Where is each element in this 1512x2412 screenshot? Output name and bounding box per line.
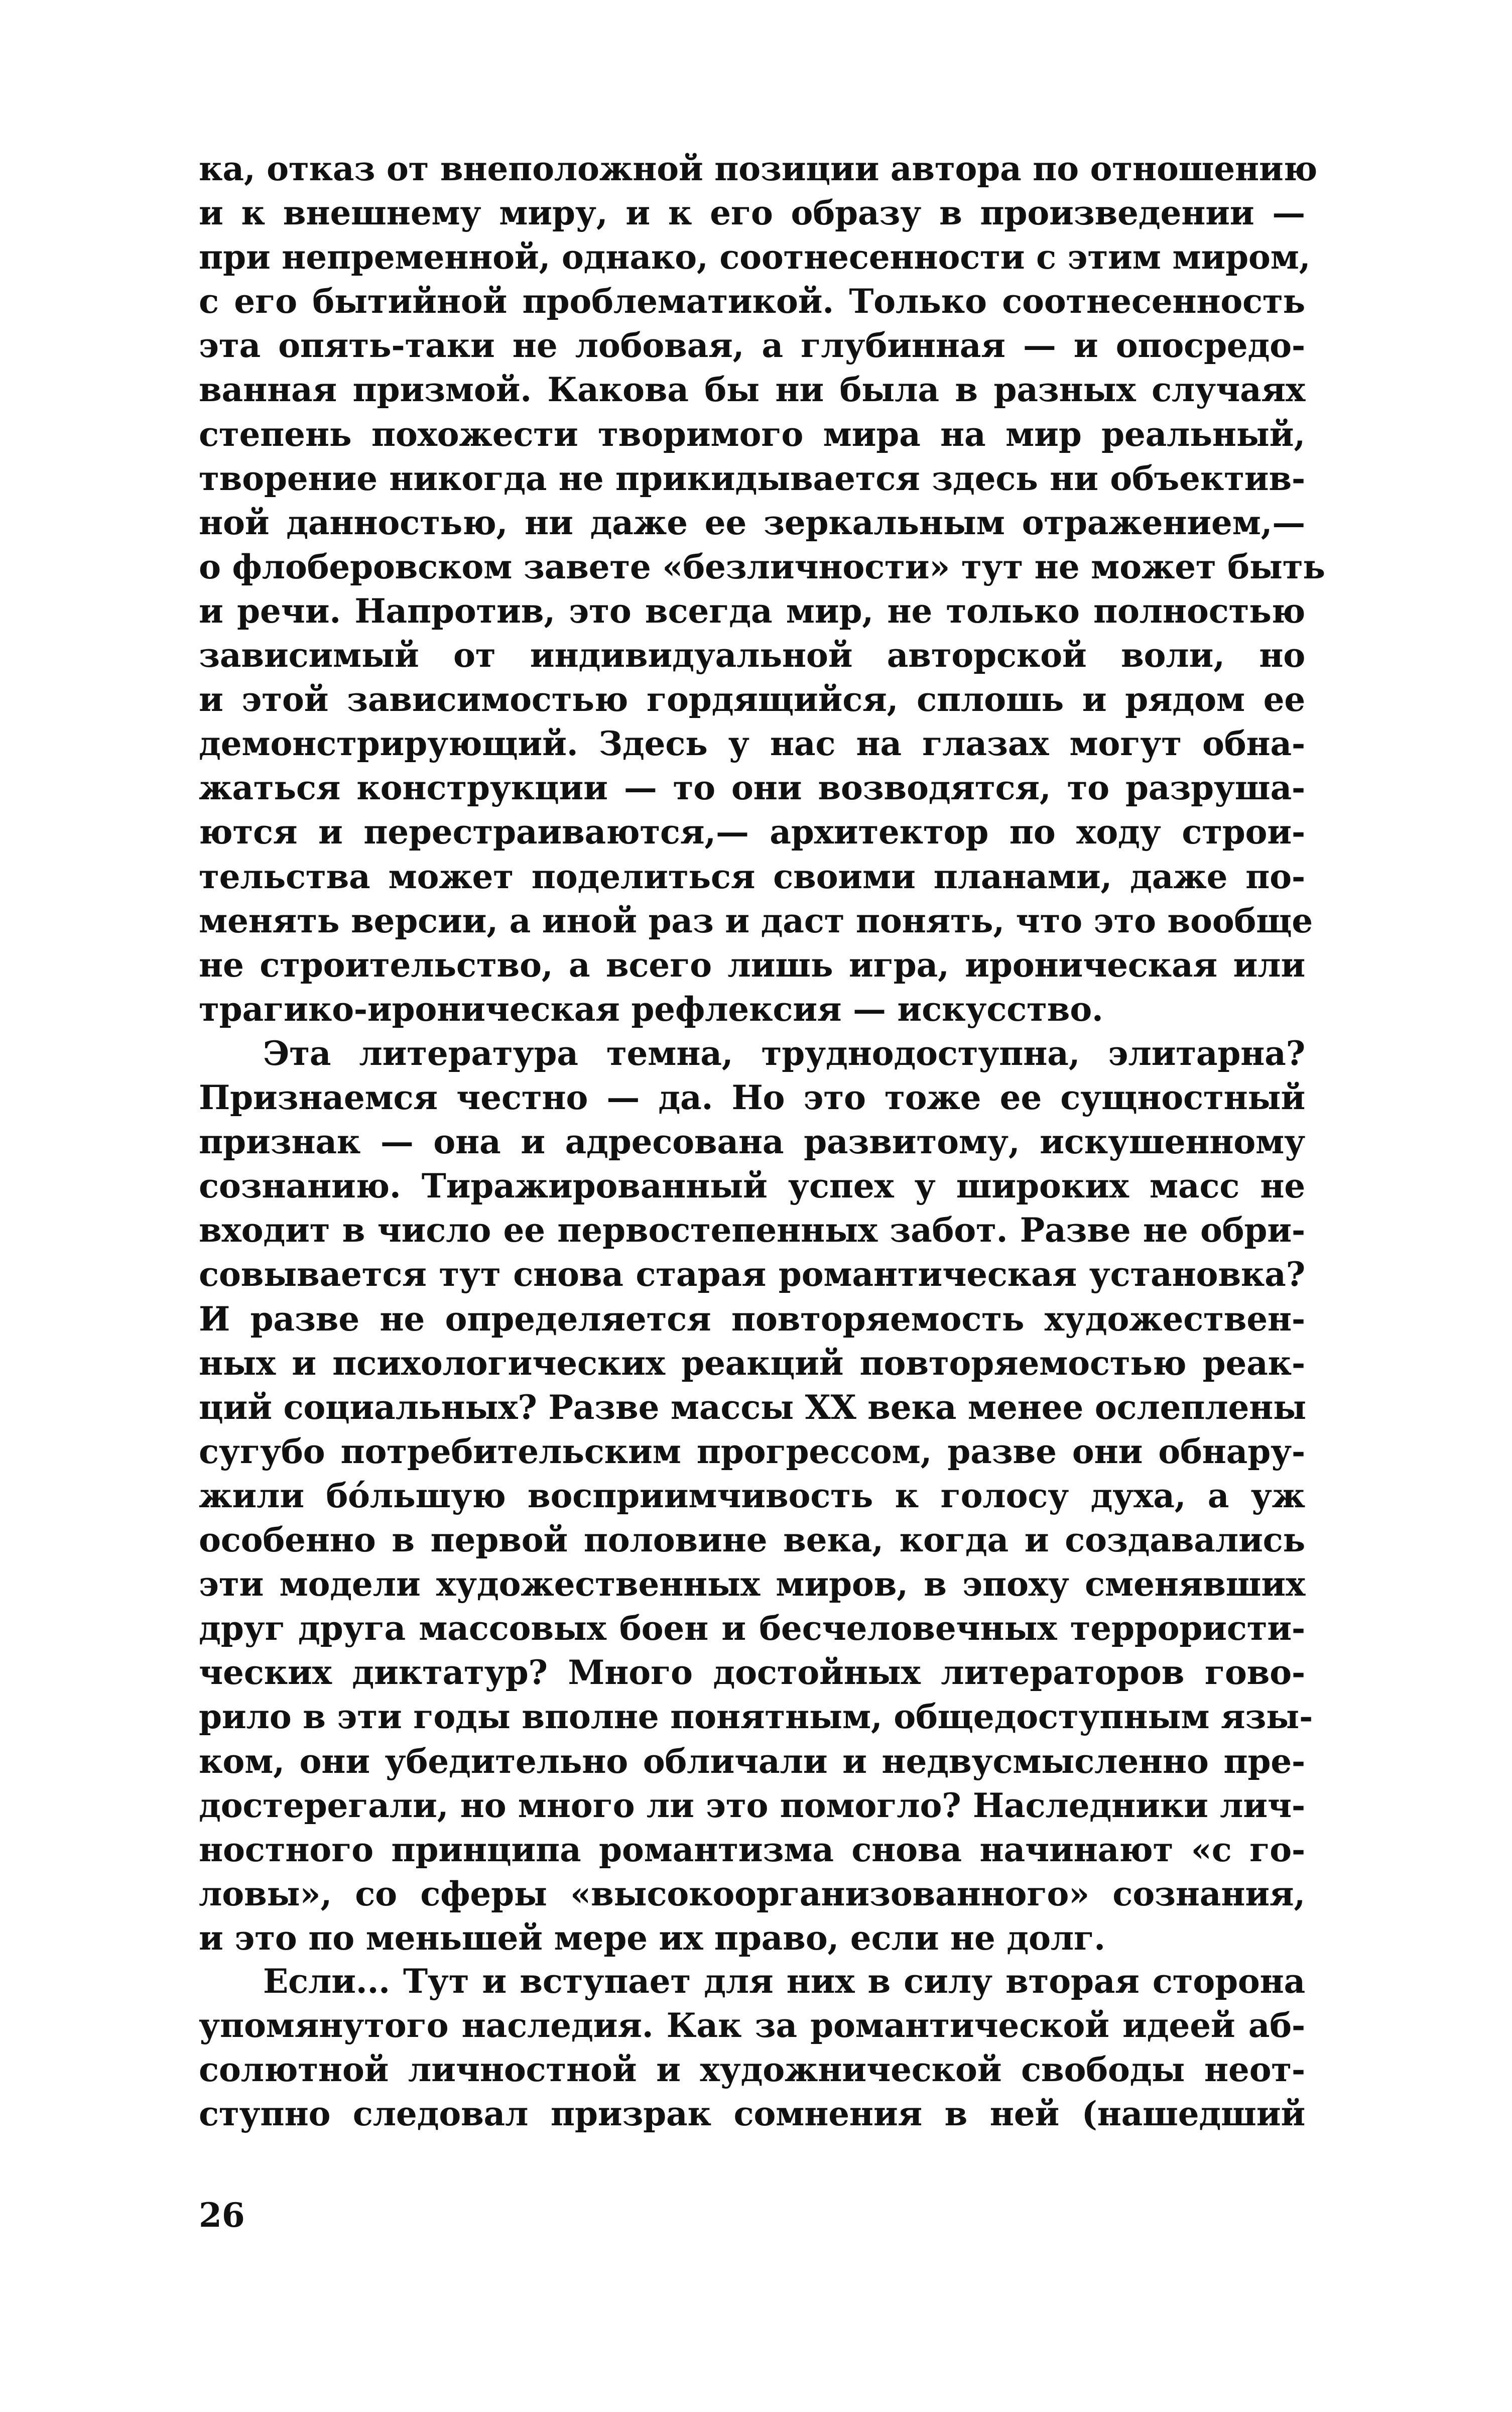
text-line: особенно в первой половине века, когда и создавались bbox=[199, 1520, 1305, 1560]
text-line: ка, отказ от внеположной позиции автора по отношению bbox=[199, 149, 1317, 188]
text-line: совывается тут снова старая романтическая установка? bbox=[199, 1255, 1305, 1294]
text-line: о флоберовском завете «безличности» тут не может быть bbox=[199, 547, 1325, 586]
text-line: ностного принципа романтизма снова начинают «с го- bbox=[199, 1830, 1305, 1869]
text-line: ной данностью, ни даже ее зеркальным отражением,— bbox=[199, 503, 1305, 542]
text-line: жили бо́льшую восприимчивость к голосу духа, а уж bbox=[199, 1476, 1305, 1515]
text-line: признак — она и адресована развитому, искушенному bbox=[199, 1122, 1305, 1162]
text-line: Признаемся честно — да. Но это тоже ее сущностный bbox=[199, 1078, 1305, 1118]
text-line: трагико-ироническая рефлексия — искусство. bbox=[199, 989, 1103, 1029]
text-line: ступно следовал призрак сомнения в ней (нашедший bbox=[199, 2094, 1305, 2134]
text-line: эта опять-таки не лобовая, а глубинная — и опосредо- bbox=[199, 326, 1305, 366]
text-line: Если... Тут и вступает для них в силу вторая сторона bbox=[263, 1962, 1305, 2001]
text-line: и это по меньшей мере их право, если не долг. bbox=[199, 1918, 1105, 1958]
text-line: ций социальных? Разве массы XX века менее ослеплены bbox=[199, 1387, 1307, 1427]
text-line: ческих диктатур? Много достойных литераторов гово- bbox=[199, 1653, 1305, 1693]
text-line: при непременной, однако, соотнесенности с этим миром, bbox=[199, 237, 1311, 277]
text-line: И разве не определяется повторяемость художествен- bbox=[199, 1299, 1305, 1339]
text-line: друг друга массовых боен и бесчеловечных террористи- bbox=[199, 1609, 1305, 1648]
text-line: рило в эти годы вполне понятным, общедоступным язы- bbox=[199, 1697, 1313, 1737]
text-line: жаться конструкции — то они возводятся, то разруша- bbox=[199, 768, 1305, 808]
text-line: и этой зависимостью гордящийся, сплошь и рядом ее bbox=[199, 680, 1305, 719]
text-line: сугубо потребительским прогрессом, разве они обнару- bbox=[199, 1431, 1305, 1471]
text-line: солютной личностной и художнической свободы неот- bbox=[199, 2050, 1305, 2090]
text-line: Эта литература темна, труднодоступна, элитарна? bbox=[263, 1034, 1305, 1073]
text-line: и к внешнему миру, и к его образу в произведении — bbox=[199, 193, 1305, 233]
text-line: ванная призмой. Какова бы ни была в разных случаях bbox=[199, 370, 1305, 410]
text-line: творение никогда не прикидывается здесь ни объектив- bbox=[199, 458, 1305, 498]
paragraph-1 bbox=[199, 147, 1325, 1031]
page-number: 26 bbox=[199, 2196, 245, 2235]
text-line: с его бытийной проблематикой. Только соотнесенность bbox=[199, 282, 1305, 321]
text-line: тельства может поделиться своими планами, даже по- bbox=[199, 857, 1305, 896]
text-line: ком, они убедительно обличали и недвусмысленно пре- bbox=[199, 1741, 1305, 1781]
paragraph-3 bbox=[199, 1959, 1305, 2136]
text-line: демонстрирующий. Здесь у нас на глазах могут обна- bbox=[199, 724, 1305, 764]
text-line: степень похожести творимого мира на мир реальный, bbox=[199, 414, 1305, 454]
text-line: упомянутого наследия. Как за романтической идеей аб- bbox=[199, 2006, 1305, 2045]
text-line: сознанию. Тиражированный успех у широких масс не bbox=[199, 1166, 1305, 1206]
text-line: зависимый от индивидуальной авторской воли, но bbox=[199, 636, 1305, 675]
text-line: входит в число ее первостепенных забот. Разве не обри- bbox=[199, 1211, 1305, 1250]
text-line: ловы», со сферы «высокоорганизованного» сознания, bbox=[199, 1874, 1305, 1913]
text-line: менять версии, а иной раз и даст понять, что это вообще bbox=[199, 901, 1313, 940]
text-line: и речи. Напротив, это всегда мир, не только полностью bbox=[199, 591, 1305, 631]
paragraph-2 bbox=[199, 1031, 1313, 1960]
text-line: ных и психологических реакций повторяемостью реак- bbox=[199, 1343, 1305, 1383]
text-line: достерегали, но много ли это помогло? Наследники лич- bbox=[199, 1785, 1305, 1825]
text-line: не строительство, а всего лишь игра, ироническая или bbox=[199, 945, 1305, 985]
text-line: эти модели художественных миров, в эпоху сменявших bbox=[199, 1564, 1305, 1604]
text-line: ются и перестраиваются,— архитектор по ходу строи- bbox=[199, 812, 1305, 852]
